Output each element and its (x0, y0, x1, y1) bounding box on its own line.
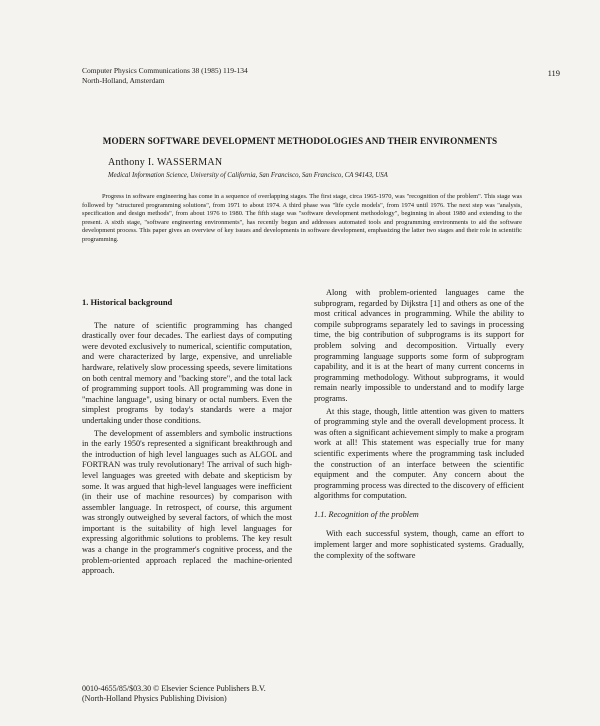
journal-citation (82, 66, 248, 86)
subsection-heading: 1.1. Recognition of the problem (314, 509, 419, 519)
paper-title: MODERN SOFTWARE DEVELOPMENT METHODOLOGIES AND THEIR ENVIRONMENTS (102, 136, 498, 146)
copyright-line-1: 0010-4655/85/$03.30 © Elsevier Science Publishers B.V. (82, 684, 266, 693)
copyright-footer (82, 684, 266, 704)
body-paragraph: The development of assemblers and symbolic instructions in the early 1950's represented a significant breakthrough and the introduction of high level languages such as ALGOL and FORTRAN was truly revolutionary! The arrival of such high-level languages was greeted with debate and skepticism by some. It was argued that high-level languages were inefficient (in their use of machine resources) by comparison with assembler language. In retrospect, of course, this argument was strongly outweighed by several factors, of which the most important is the suitability of high level languages for expressing algorithmic solutions to problems. The key result was a change in the programmer's cognitive process, and the problem-oriented approach replaced the machine-oriented approach. (82, 428, 292, 576)
body-paragraph: The nature of scientific programming has changed drastically over four decades. The earliest days of computing were devoted exclusively to numerical, scientific computation, and were characterized by large, expensive, and unreliable hardware, relatively slow processing speeds, severe limitations on both central memory and "backing store", and the total lack of programming support tools. All programming was done in "machine language", using binary or octal numbers. Even the simplest programs by today's standards were a major undertaking under those conditions. (82, 320, 292, 425)
body-paragraph: Along with problem-oriented languages came the subprogram, regarded by Dijkstra [1] and others as one of the most critical advances in programming. While the ability to compile subprograms separately led to savings in processing time, the big contribution of subprograms is its support for problem solving and decomposition. Virtually every programming language supports some form of subprogram capability, and it is at the heart of many current concerns in programming methodology. Without subprograms, it would remain nearly impossible to understand and to modify large programs. (314, 288, 524, 403)
right-column (314, 288, 524, 563)
body-paragraph: With each successful system, though, came an effort to implement larger and more sophisticated systems. Gradually, the complexity of the software (314, 529, 524, 560)
journal-line-1: Computer Physics Communications 38 (1985) 119-134 (82, 66, 248, 75)
abstract-text: Progress in software engineering has come in a sequence of overlapping stages. The first stage, circa 1965-1970, was "recognition of the problem". This stage was followed by "structured programming solutions", from 1971 to about 1974. A third phase was "life cycle models", from 1974 until 1976. The next step was "analysis, specification and design methods", from about 1976 to 1980. The fifth stage was "software development methodology", beginning in about 1980 and extending to the present. A sixth stage, "software engineering environments", has recently begun and addresses automated tools and programming environments to aid the software development process. This paper gives an overview of key issues and developments in software development, emphasizing the latter two stages and their role in scientific programming. (82, 193, 522, 243)
page-number: 119 (547, 68, 560, 78)
abstract (82, 193, 522, 244)
author-affiliation: Medical Information Science, University of California, San Francisco, San Francisco, CA 94143, USA (108, 172, 388, 179)
left-column (82, 288, 292, 579)
copyright-line-2: (North-Holland Physics Publishing Division) (82, 694, 227, 703)
section-heading: 1. Historical background (82, 297, 173, 307)
body-paragraph: At this stage, though, little attention was given to matters of programming style and the overall development process. It was often a significant achievement simply to make a program work at all! This statement was especially true for many scientific experiments where the programming task included the construction of an interface between the scientific equipment and the computer. Any concern about the programming process was directed to the discovery of efficient algorithms for computation. (314, 406, 524, 501)
author-name: Anthony I. WASSERMAN (108, 157, 223, 168)
journal-line-2: North-Holland, Amsterdam (82, 76, 165, 85)
